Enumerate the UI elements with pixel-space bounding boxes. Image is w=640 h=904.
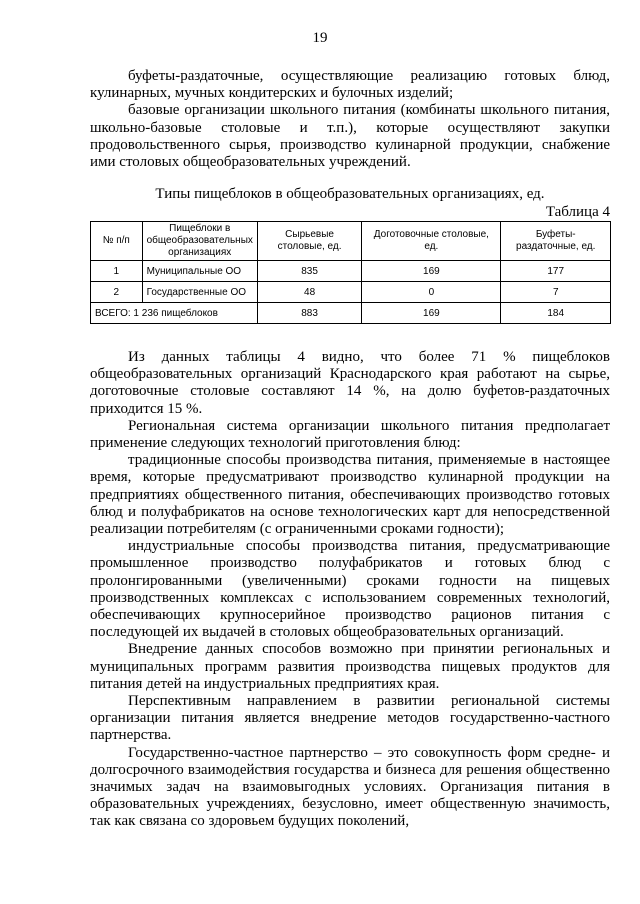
table-cell: 835 bbox=[257, 261, 361, 282]
column-header: Буфеты-раздаточные, ед. bbox=[501, 222, 611, 261]
table-row bbox=[91, 282, 611, 303]
paragraph: буфеты-раздаточные, осуществляющие реализацию готовых блюд, кулинарных, мучных кондитерских и булочных изделий; bbox=[90, 68, 610, 102]
table-cell: 1 bbox=[91, 261, 143, 282]
paragraph: индустриальные способы производства питания, предусматривающие промышленное производство полуфабрикатов и готовых блюд с пролонгированными (увеличенными) сроками годности на пищевых производственных комплексах с использованием современных технологий, обеспечивающих крупносерийное производство рационов питания с последующей их выдачей в столовых общеобразовательных организаций. bbox=[90, 538, 610, 641]
table-label: Таблица 4 bbox=[545, 204, 610, 220]
table-cell: Муниципальные ОО bbox=[142, 261, 257, 282]
paragraph: базовые организации школьного питания (комбинаты школьного питания, школьно-базовые столовые и т.п.), которые осуществляют закупки продовольственного сырья, производство кулинарной продукции, снабжение ими столовых общеобразовательных учреждений. bbox=[90, 102, 610, 171]
top-text bbox=[90, 68, 610, 171]
table-cell: 184 bbox=[501, 303, 611, 324]
paragraph: традиционные способы производства питания, применяемые в настоящее время, которые предусматривают производство кулинарной продукции на предприятиях общественного питания, обеспечивающих производство готовых блюд и полуфабрикатов на основе технологических карт для непосредственной реализации потребителям (с ограниченными сроками годности); bbox=[90, 452, 610, 538]
table-cell: ВСЕГО: 1 236 пищеблоков bbox=[91, 303, 258, 324]
table-cell: 0 bbox=[362, 282, 501, 303]
paragraph: Из данных таблицы 4 видно, что более 71 % пищеблоков общеобразовательных организаций Краснодарского края работают на сырье, доготовочные столовые составляют 14 %, на долю буфетов-раздаточных приходится 15 %. bbox=[90, 349, 610, 417]
table-caption: Типы пищеблоков в общеобразовательных организациях, ед. bbox=[155, 186, 545, 202]
table-row bbox=[91, 261, 611, 282]
paragraph: Государственно-частное партнерство – это совокупность форм средне- и долгосрочного взаимодействия государства и бизнеса для решения общественно значимых задач на взаимовыгодных условиях. Организация питания в образовательных учреждениях, безусловно, имеет общественную значимость, так как связана со здоровьем будущих поколений, bbox=[90, 744, 610, 830]
table-cell: 169 bbox=[362, 261, 501, 282]
table-cell: 7 bbox=[501, 282, 611, 303]
body-text bbox=[90, 349, 610, 831]
paragraph: Внедрение данных способов возможно при принятии региональных и муниципальных программ развития производства пищевых продуктов для питания детей на индустриальных предприятиях края. bbox=[90, 641, 610, 692]
table-header-row bbox=[91, 222, 611, 261]
table-cell: 169 bbox=[362, 303, 501, 324]
table-cell: 2 bbox=[91, 282, 143, 303]
column-header: Доготовочные столовые, ед. bbox=[362, 222, 501, 261]
column-header: № п/п bbox=[91, 222, 143, 261]
paragraph: Перспективным направлением в развитии региональной системы организации питания является внедрение методов государственно-частного партнерства. bbox=[90, 693, 610, 744]
column-header: Пищеблоки в общеобразовательных организациях bbox=[142, 222, 257, 261]
table-cell: 48 bbox=[257, 282, 361, 303]
paragraph: Региональная система организации школьного питания предполагает применение следующих технологий приготовления блюд: bbox=[90, 417, 610, 452]
table-cell: 177 bbox=[501, 261, 611, 282]
table-cell: 883 bbox=[257, 303, 361, 324]
table-cell: Государственные ОО bbox=[142, 282, 257, 303]
table-total-row bbox=[91, 303, 611, 324]
canteen-types-table bbox=[90, 221, 611, 324]
column-header: Сырьевые столовые, ед. bbox=[257, 222, 361, 261]
page-number: 19 bbox=[312, 30, 328, 46]
